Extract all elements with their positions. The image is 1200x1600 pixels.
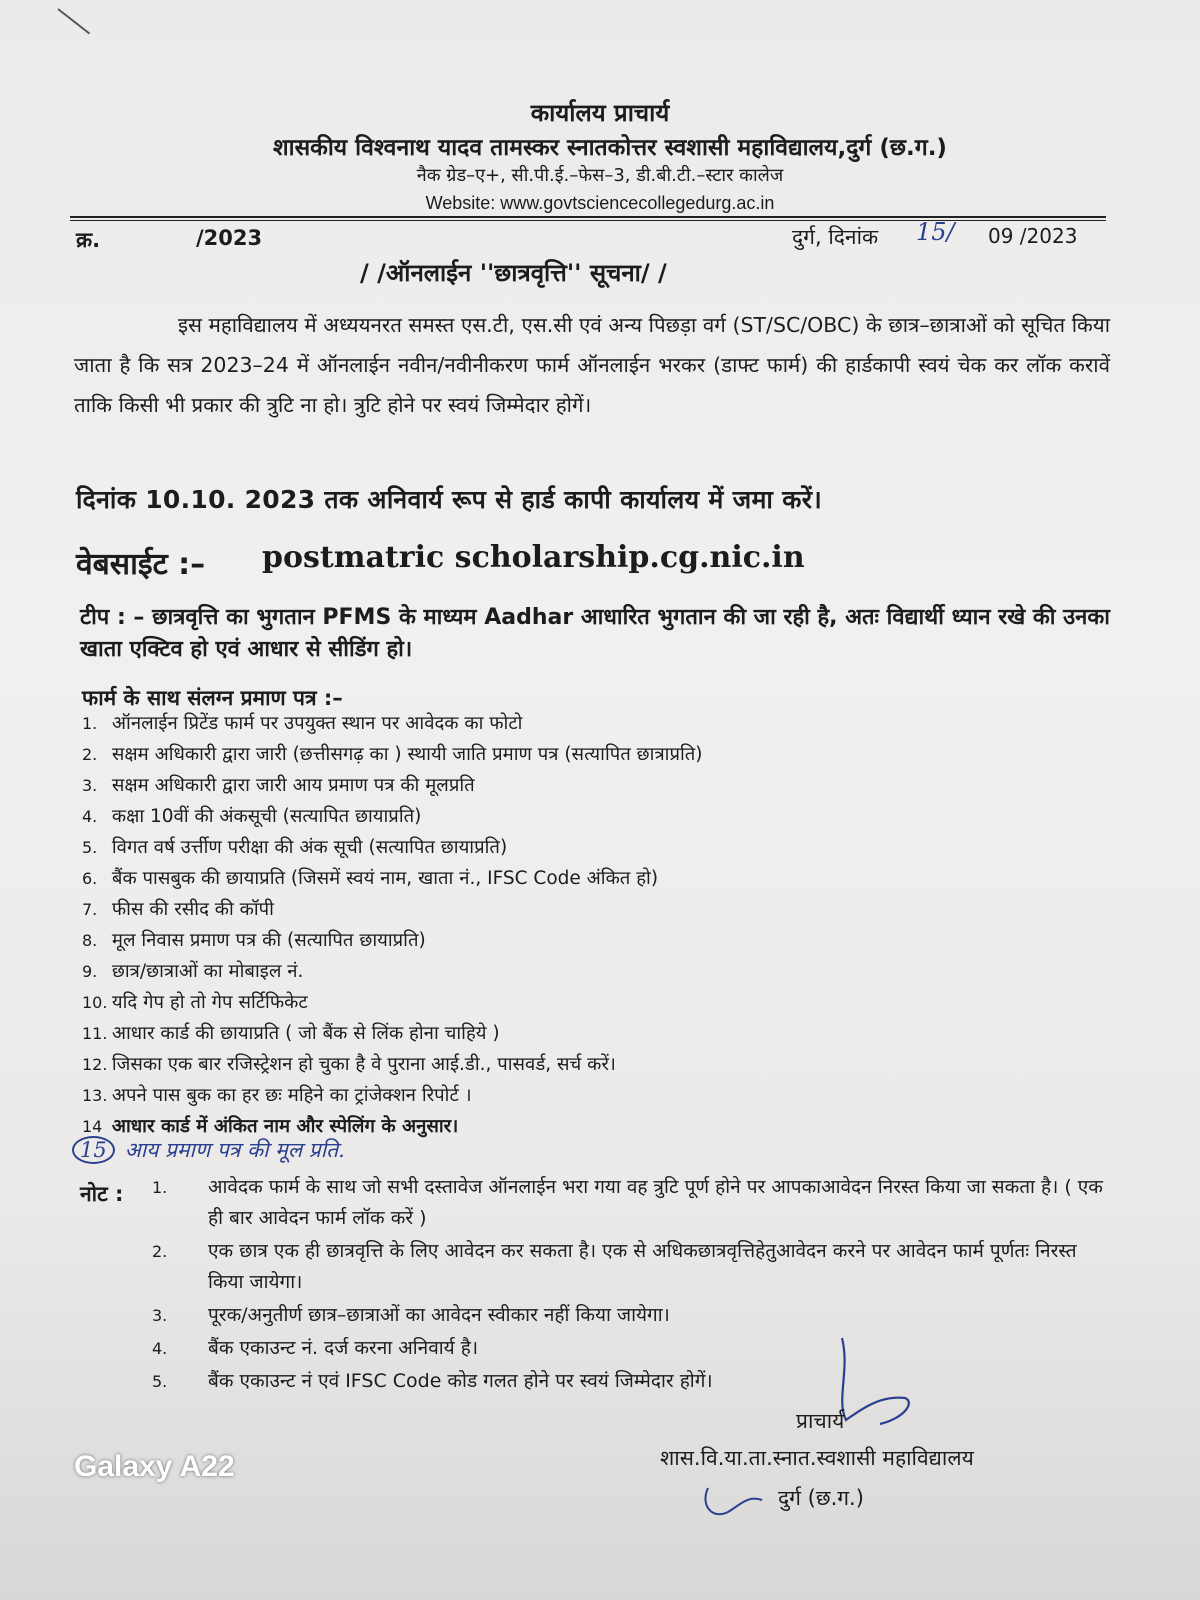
- list-item: 3. पूरक/अनुतीर्ण छात्र–छात्राओं का आवेदन स्वीकार नहीं किया जायेगा।: [152, 1304, 670, 1326]
- initials-stroke: [705, 1488, 762, 1514]
- scholarship-website: postmatric scholarship.cg.nic.in: [262, 540, 805, 575]
- camera-watermark: Galaxy A22: [74, 1450, 235, 1483]
- tip-paragraph: टीप : – छात्रवृत्ति का भुगतान PFMS के माध्यम Aadhar आधारित भुगतान की जा रही है, अतः विद्यार्थी ध्यान रखे की उनका खाता एक्टिव हो एवं आधार से सीडिंग हो।: [80, 605, 1110, 662]
- documents-heading: फार्म के साथ संलग्न प्रमाण पत्र :–: [82, 686, 343, 710]
- notice-title: / /ऑनलाईन ''छात्रवृत्ति'' सूचना/ /: [360, 259, 667, 287]
- college-name: शासकीय विश्वनाथ यादव तामस्कर स्नातकोत्तर स्वशासी महाविद्यालय,दुर्ग (छ.ग.): [273, 135, 947, 161]
- reference-label: क्र.: [76, 228, 101, 252]
- list-item: 4. बैंक एकाउन्ट नं. दर्ज करना अनिवार्य है।: [152, 1337, 479, 1359]
- date-day-handwritten: 15/: [916, 218, 955, 246]
- list-item: 4. कक्षा 10वीं की अंकसूची (सत्यापित छायाप्रति): [82, 806, 422, 827]
- list-item: 8. मूल निवास प्रमाण पत्र की (सत्यापित छायाप्रति): [82, 930, 426, 951]
- list-item: 3. सक्षम अधिकारी द्वारा जारी आय प्रमाण पत्र की मूलप्रति: [82, 775, 475, 796]
- website-label: वेबसाईट :–: [76, 547, 206, 582]
- list-item: 13. अपने पास बुक का हर छः महिने का ट्रांजेक्शन रिपोर्ट ।: [82, 1085, 472, 1106]
- college-grades: नैक ग्रेड–ए+, सी.पी.ई.–फेस–3, डी.बी.टी.–स्टार कालेज: [416, 165, 784, 186]
- list-item: 1. आवेदक फार्म के साथ जो सभी दस्तावेज ऑनलाईन भरा गया वह त्रुटि पूर्ण होने पर आपकाआवेदन निरस्त किया जा सकता है। ( एक ही बार आवेदन फार्म लॉक करें ): [152, 1176, 1103, 1229]
- note-label: नोट :: [80, 1182, 124, 1206]
- college-website: Website: www.govtsciencecollegedurg.ac.in: [425, 193, 775, 213]
- reference-year: /2023: [196, 226, 263, 250]
- handwritten-item-15: [72, 1136, 345, 1164]
- list-item: 5. विगत वर्ष उर्त्तीण परीक्षा की अंक सूची (सत्यापित छायाप्रति): [82, 837, 508, 858]
- list-item: 7. फीस की रसीद की कॉपी: [82, 899, 274, 920]
- office-heading: कार्यालय प्राचार्य: [530, 99, 670, 127]
- list-item: 9. छात्र/छात्राओं का मोबाइल नं.: [82, 961, 304, 982]
- list-item: 14 आधार कार्ड में अंकित नाम और स्पेलिंग के अनुसार।: [82, 1116, 459, 1137]
- list-item: 1. ऑनलाईन प्रिटेंड फार्म पर उपयुक्त स्थान पर आवेदक का फोटो: [82, 713, 523, 734]
- list-item: 12. जिसका एक बार रजिस्ट्रेशन हो चुका है वे पुराना आई.डी., पासवर्ड, सर्च करें।: [82, 1054, 616, 1075]
- list-item: 5. बैंक एकाउन्ट नं एवं IFSC Code कोड गलत होने पर स्वयं जिम्मेदार होगें।: [152, 1370, 713, 1392]
- list-item: 10. यदि गेप हो तो गेप सर्टिफिकेट: [82, 992, 308, 1013]
- list-item: 11. आधार कार्ड की छायाप्रति ( जो बैंक से लिंक होना चाहिये ): [82, 1023, 500, 1044]
- paper-crease: [57, 8, 90, 34]
- deadline-line: दिनांक 10.10. 2023 तक अनिवार्य रूप से हार्ड कापी कार्यालय में जमा करें।: [76, 485, 822, 514]
- handwritten-item-text: आय प्रमाण पत्र की मूल प्रति.: [124, 1138, 345, 1162]
- documents-list: [82, 708, 703, 1142]
- signatory-college: शास.वि.या.ता.स्नात.स्वशासी महाविद्यालय: [660, 1446, 974, 1470]
- signatory-city: दुर्ग (छ.ग.): [778, 1486, 864, 1510]
- list-item: 2. एक छात्र एक ही छात्रवृत्ति के लिए आवेदन कर सकता है। एक से अधिकछात्रवृत्तिहेतुआवेदन करने पर आवेदन फार्म पूर्णतः निरस्त किया जायेगा।: [152, 1240, 1077, 1293]
- list-item: 6. बैंक पासबुक की छायाप्रति (जिसमें स्वयं नाम, खाता नं., IFSC Code अंकित हो): [82, 868, 659, 889]
- notes-list: [152, 1172, 1112, 1399]
- principal-designation: प्राचार्य: [796, 1409, 845, 1433]
- list-item: 2. सक्षम अधिकारी द्वारा जारी (छत्तीसगढ़ का ) स्थायी जाति प्रमाण पत्र (सत्यापित छात्राप्रति): [82, 744, 703, 765]
- date-label: दुर्ग, दिनांक: [792, 225, 879, 249]
- date-month-year: 09 /2023: [988, 224, 1078, 248]
- intro-paragraph: इस महाविद्यालय में अध्ययनरत समस्त एस.टी, एस.सी एवं अन्य पिछड़ा वर्ग (ST/SC/OBC) के छात्र–छात्राओं को सूचित किया जाता है कि सत्र 2023–24 में ऑनलाईन नवीन/नवीनीकरण फार्म ऑनलाईन भरकर (डाफ्ट फार्म) की हार्डकापी स्वयं चेक कर लॉक करावें ताकि किसी भी प्रकार की त्रुटि ना हो। त्रुटि होने पर स्वयं जिम्मेदार होगें।: [74, 313, 1110, 417]
- circled-number: 15: [72, 1136, 115, 1164]
